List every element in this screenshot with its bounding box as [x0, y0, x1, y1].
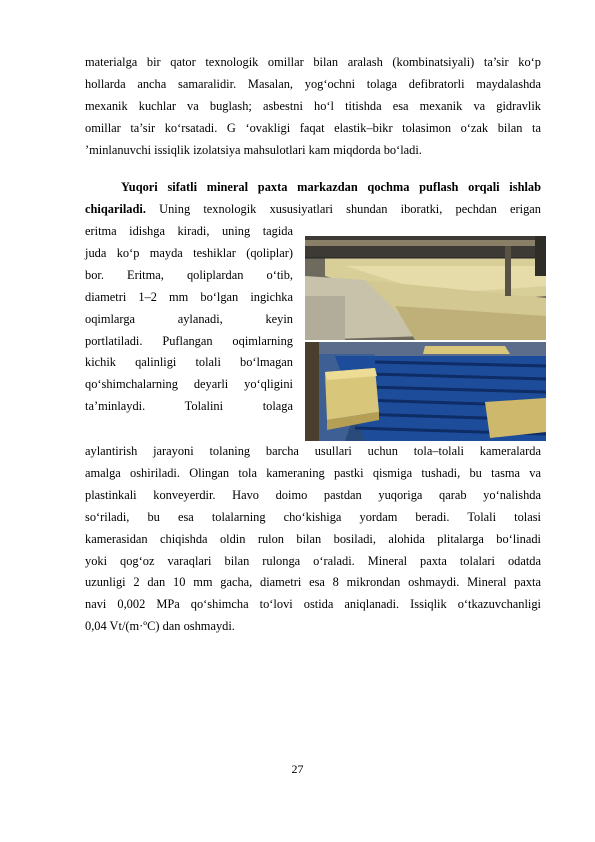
text-line: hollarda ancha samaralidir. Masalan, yog‘ochni tolaga defibratorli maydalashda — [85, 76, 541, 91]
text-line: diametri 1–2 mm bo‘lgan ingichka — [85, 289, 293, 304]
text-line: qo‘shimchalarning deyarli yo‘qligini — [85, 377, 293, 392]
text-line: portlatiladi. Puflangan oqimlarning — [85, 333, 293, 348]
text-line: materialga bir qator texnologik omillar bilan aralash (kombinatsiyali) ta’sir ko‘p — [85, 55, 541, 69]
text-line: 0,04 Vt/(m·ºC) dan oshmaydi. — [85, 619, 235, 634]
text-line: plastinkali konveyerdir. Havo doimo pastdan yuqoriga qarab yo‘nalishda — [85, 487, 541, 502]
text-line: navi 0,002 MPa qo‘shimcha to‘lovi ostida aniqlanadi. Issiqlik o‘tkazuvchanligi — [85, 597, 541, 612]
paragraph-1 — [85, 52, 541, 162]
paragraph-2 — [85, 177, 541, 221]
mineral-wool-production-photo — [305, 236, 546, 441]
text-fragment: Uning texnologik xususiyatlari shundan iboratki, pechdan erigan — [145, 201, 541, 216]
text-line: oqimlarga aylanadi, keyin — [85, 311, 293, 326]
text-line: mexanik kuchlar va buglash; asbestni ho‘l titishda esa mexanik va gidravlik — [85, 98, 541, 113]
text-line: eritma idishga kiradi, uning tagida — [85, 224, 293, 238]
text-line: so‘riladi, bu esa tolalarning cho‘kishiga yordam beradi. Tolali tolasi — [85, 509, 541, 524]
factory-conveyor-image — [305, 236, 546, 340]
text-line: kichik qalinligi tolali bo‘lmagan — [85, 355, 293, 370]
text-line: omillar ta’sir ko‘rsatadi. G ‘ovakligi faqat elastik–bikr tolasimon o‘zak bilan ta — [85, 120, 541, 135]
text-line: uzunligi 2 dan 10 mm gacha, diametri esa 8 mikrondan oshmaydi. Mineral paxta — [85, 575, 541, 590]
text-line: amalga oshiriladi. Olingan tola kameraning pastki qismiga tushadi, bu tasma va — [85, 465, 541, 480]
text-line: ta’minlaydi. Tolalini tolaga — [85, 399, 293, 414]
wrapped-text-column — [85, 221, 293, 418]
bold-heading-word: chiqariladi. — [85, 201, 146, 216]
text-line: ’minlanuvchi issiqlik izolatsiya mahsulotlari kam miqdorda bo‘ladi. — [85, 142, 422, 157]
text-line — [85, 199, 541, 221]
page-number: 27 — [291, 762, 304, 776]
text-line: yoki qog‘oz varaqlari bilan rulonga o‘raladi. Mineral paxta tolalari odatda — [85, 553, 541, 568]
paragraph-2-continued — [85, 441, 541, 638]
text-line: aylantirish jarayoni tolaning barcha usullari uchun tola–tolali kameralarda — [85, 444, 541, 458]
text-line: juda ko‘p mayda teshiklar (qoliplar) — [85, 245, 293, 260]
text-line: bor. Eritma, qoliplardan o‘tib, — [85, 267, 293, 282]
roller-conveyor-image — [305, 342, 546, 441]
bold-heading-line: Yuqori sifatli mineral paxta markazdan qochma puflash orqali ishlab — [121, 180, 541, 194]
text-line: kamerasidan chiqishda oldin rulon bilan bosiladi, alohida plitalarga bo‘linadi — [85, 531, 541, 546]
